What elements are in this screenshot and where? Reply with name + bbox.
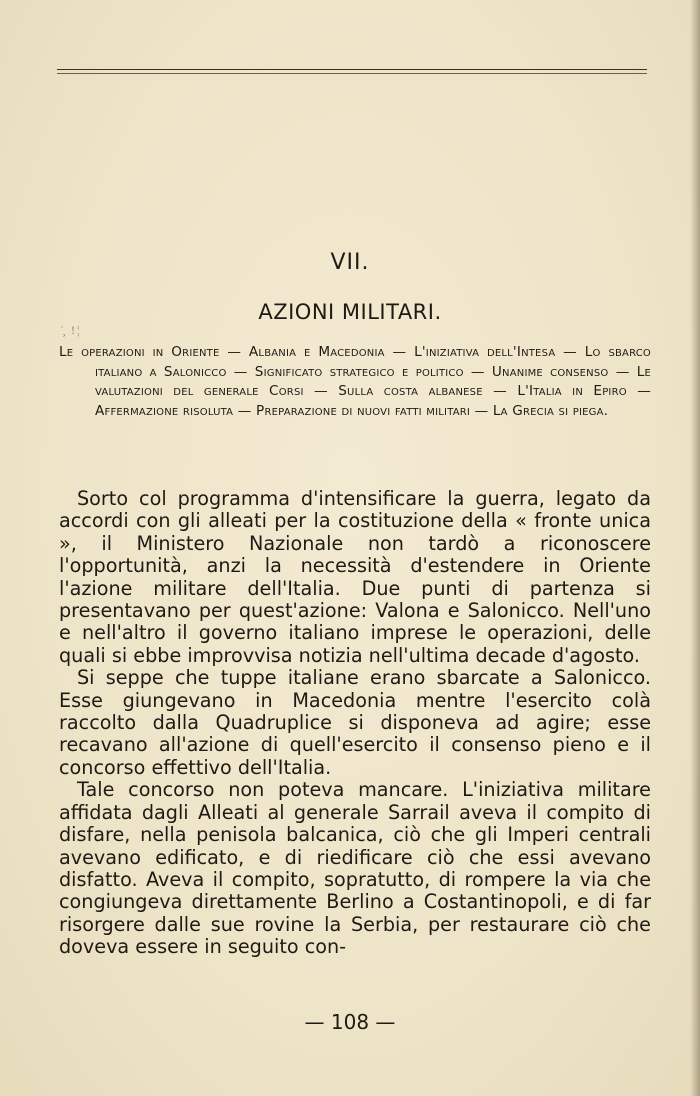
paragraph: Si seppe che tuppe italiane erano sbarcate a Salonicco. Esse giungevano in Macedonia mentre l'esercito colà raccolto dalla Quadruplice si disponeva ad agire; esse recavano all'azione di quell'esercito il consenso pieno e il concorso effettivo dell'Italia. <box>59 666 651 779</box>
chapter-title: AZIONI MILITARI. <box>258 300 442 324</box>
chapter-number: VII. <box>330 250 370 275</box>
page-number: — 108 — <box>304 1010 396 1034</box>
page-edge-shadow <box>690 0 700 1096</box>
chapter-summary: Le operazioni in Oriente — Albania e Macedonia — L'iniziativa dell'Intesa — Lo sbarco italiano a Salonicco — Significato strategico e politico — Unanime consenso — Le valutazioni del generale Corsi — Sulla costa albanese — L'Italia in Epiro — Affermazione risoluta — Preparazione di nuovi fatti militari — La Grecia si piega. <box>59 344 651 419</box>
paragraph: Tale concorso non poteva mancare. L'iniziativa militare affidata dagli Alleati al generale Sarrail aveva il compito di disfare, nella penisola balcanica, ciò che gli Imperi centrali avevano edificato, e di riedificare ciò che essi avevano disfatto. Aveva il compito, sopratutto, di rompere la via che congiungeva direttamente Berlino a Costantinopoli, e di far risorgere dalle sue rovine la Serbia, per restaurare ciò che doveva essere in seguito con- <box>59 778 651 959</box>
header-rule <box>57 69 647 70</box>
body-text <box>59 488 651 959</box>
margin-pencil-mark: ˙̧ ǃ¦ <box>60 323 82 337</box>
header-rule-secondary <box>57 73 647 74</box>
paragraph: Sorto col programma d'intensificare la guerra, legato da accordi con gli alleati per la costituzione della « fronte unica », il Ministero Nazionale non tardò a riconoscere l'opportunità, anzi la necessità d'estendere in Oriente l'azione militare dell'Italia. Due punti di partenza si presentavano per quest'azione: Valona e Salonicco. Nell'uno e nell'altro il governo italiano imprese le operazioni, delle quali si ebbe improvvisa notizia nell'ultima decade d'agosto. <box>59 487 651 667</box>
